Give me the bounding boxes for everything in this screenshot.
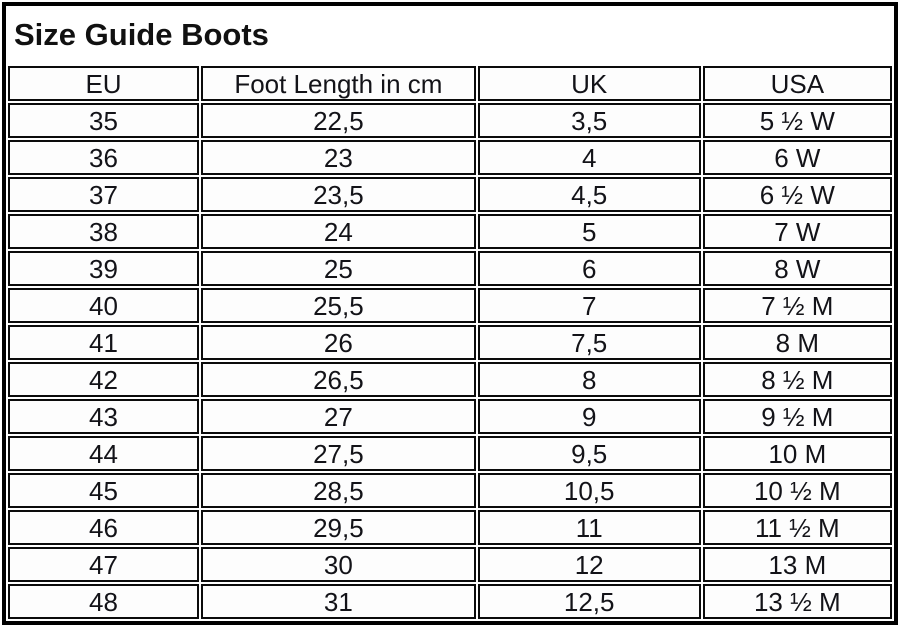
table-cell: 8 W	[703, 251, 892, 286]
table-cell: 12,5	[478, 584, 701, 619]
table-row	[8, 547, 892, 582]
table-row	[8, 177, 892, 212]
table-cell: 26	[201, 325, 476, 360]
table-cell: 8 ½ M	[703, 362, 892, 397]
table-cell: 44	[8, 436, 199, 471]
table-cell: 27	[201, 399, 476, 434]
table-cell: 13 M	[703, 547, 892, 582]
table-cell: 6 W	[703, 140, 892, 175]
table-cell: 39	[8, 251, 199, 286]
column-header-foot-length: Foot Length in cm	[201, 66, 476, 101]
size-guide-table	[6, 64, 894, 621]
table-cell: 36	[8, 140, 199, 175]
table-cell: 4	[478, 140, 701, 175]
table-header	[8, 66, 892, 101]
table-cell: 7 ½ M	[703, 288, 892, 323]
table-cell: 8	[478, 362, 701, 397]
table-cell: 48	[8, 584, 199, 619]
table-cell: 11 ½ M	[703, 510, 892, 545]
table-cell: 31	[201, 584, 476, 619]
table-cell: 22,5	[201, 103, 476, 138]
table-cell: 10,5	[478, 473, 701, 508]
table-row	[8, 399, 892, 434]
table-row	[8, 288, 892, 323]
table-cell: 24	[201, 214, 476, 249]
table-cell: 25	[201, 251, 476, 286]
table-cell: 4,5	[478, 177, 701, 212]
table-cell: 6	[478, 251, 701, 286]
table-cell: 29,5	[201, 510, 476, 545]
table-cell: 10 ½ M	[703, 473, 892, 508]
table-row	[8, 103, 892, 138]
table-cell: 28,5	[201, 473, 476, 508]
table-cell: 43	[8, 399, 199, 434]
table-row	[8, 510, 892, 545]
table-cell: 42	[8, 362, 199, 397]
table-cell: 9,5	[478, 436, 701, 471]
table-cell: 45	[8, 473, 199, 508]
table-row	[8, 362, 892, 397]
table-frame	[2, 2, 898, 625]
table-cell: 10 M	[703, 436, 892, 471]
table-cell: 7 W	[703, 214, 892, 249]
table-cell: 41	[8, 325, 199, 360]
column-header-usa: USA	[703, 66, 892, 101]
header-row	[8, 66, 892, 101]
table-cell: 9 ½ M	[703, 399, 892, 434]
table-cell: 23,5	[201, 177, 476, 212]
table-cell: 38	[8, 214, 199, 249]
table-cell: 47	[8, 547, 199, 582]
page-title: Size Guide Boots	[14, 17, 269, 52]
table-row	[8, 436, 892, 471]
table-cell: 26,5	[201, 362, 476, 397]
table-row	[8, 473, 892, 508]
table-row	[8, 214, 892, 249]
table-cell: 46	[8, 510, 199, 545]
table-cell: 7,5	[478, 325, 701, 360]
table-cell: 8 M	[703, 325, 892, 360]
table-cell: 40	[8, 288, 199, 323]
table-cell: 27,5	[201, 436, 476, 471]
table-cell: 3,5	[478, 103, 701, 138]
table-cell: 5 ½ W	[703, 103, 892, 138]
column-header-eu: EU	[8, 66, 199, 101]
table-cell: 7	[478, 288, 701, 323]
table-cell: 30	[201, 547, 476, 582]
table-cell: 25,5	[201, 288, 476, 323]
table-cell: 23	[201, 140, 476, 175]
table-cell: 13 ½ M	[703, 584, 892, 619]
column-header-uk: UK	[478, 66, 701, 101]
table-cell: 11	[478, 510, 701, 545]
table-cell: 12	[478, 547, 701, 582]
table-cell: 9	[478, 399, 701, 434]
table-cell: 35	[8, 103, 199, 138]
table-row	[8, 325, 892, 360]
table-cell: 37	[8, 177, 199, 212]
table-row	[8, 584, 892, 619]
table-cell: 5	[478, 214, 701, 249]
table-row	[8, 140, 892, 175]
table-cell: 6 ½ W	[703, 177, 892, 212]
table-row	[8, 251, 892, 286]
size-table-body	[8, 103, 892, 619]
